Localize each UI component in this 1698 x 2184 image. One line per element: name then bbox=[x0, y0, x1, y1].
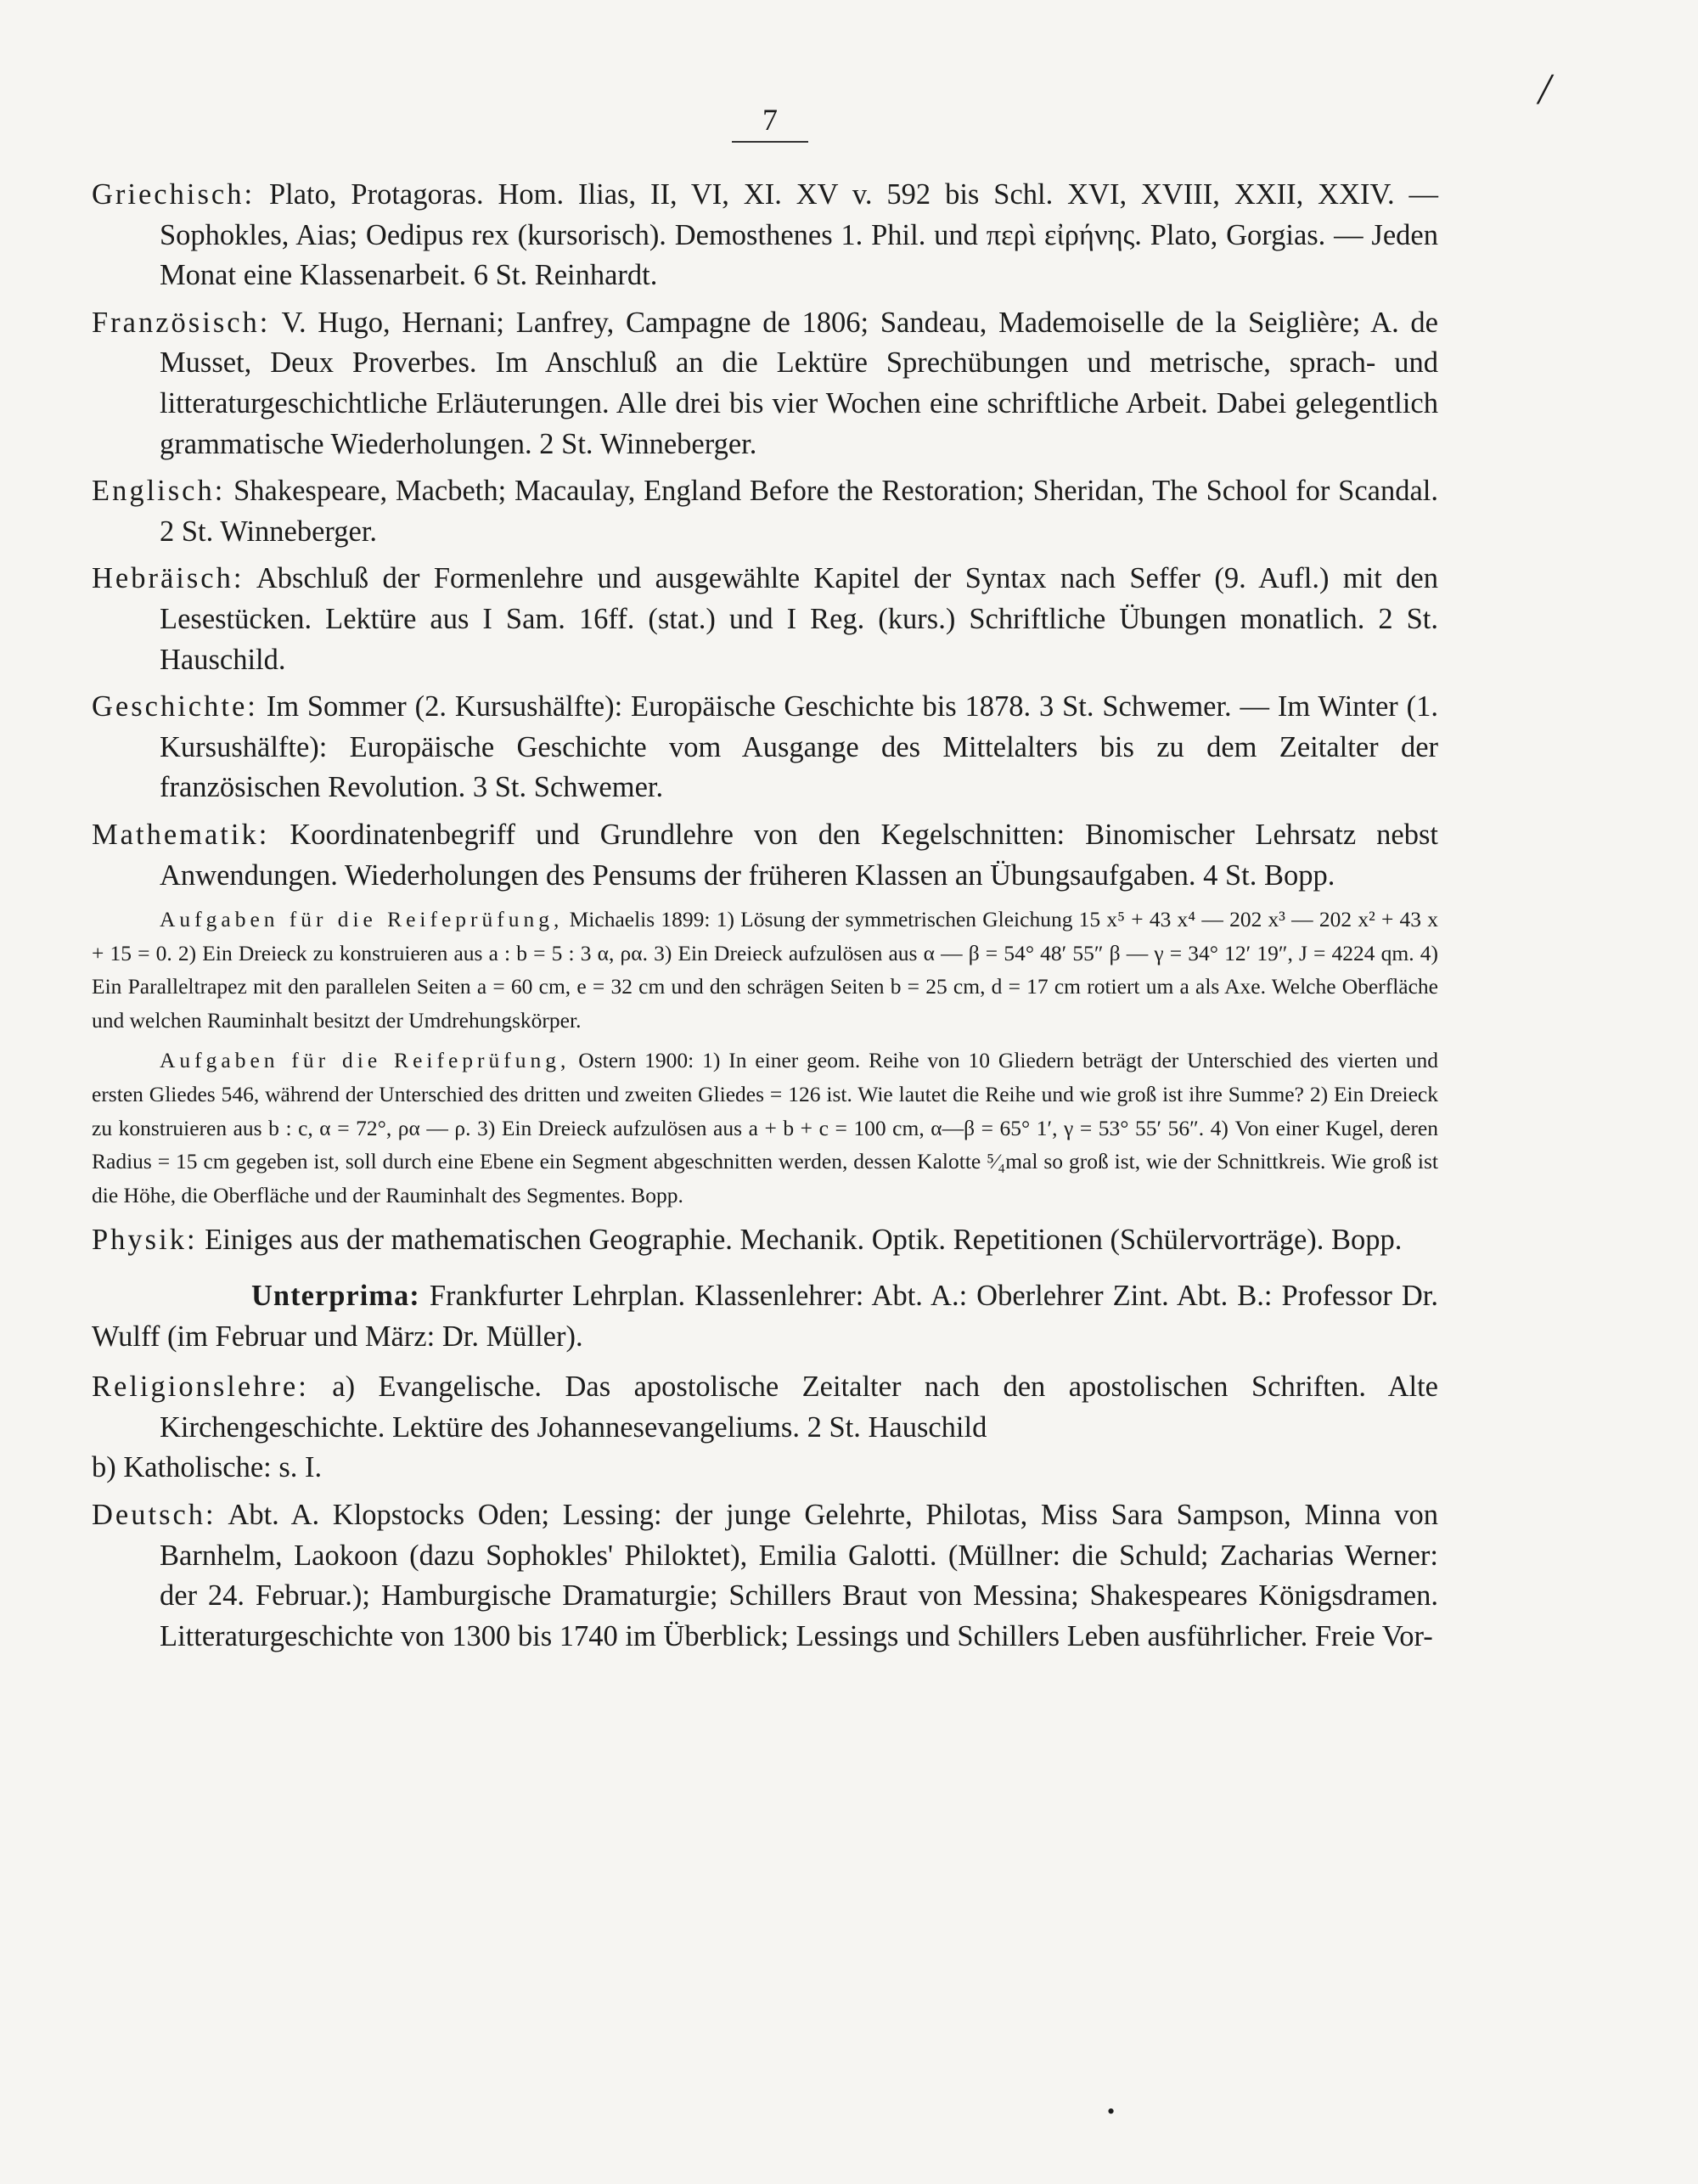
section-label: Französisch: bbox=[92, 306, 271, 339]
exam-tasks bbox=[92, 903, 1438, 1212]
section-hebraeisch bbox=[92, 559, 1438, 680]
section-text: Einiges aus der mathematischen Geographie. Mechanik. Optik. Repetitionen (Schülervorträge). Bopp. bbox=[205, 1224, 1403, 1257]
section-label: Geschichte: bbox=[92, 690, 258, 723]
class-title: Unterprima: bbox=[251, 1280, 420, 1313]
section-label: Mathematik: bbox=[92, 818, 270, 851]
section-deutsch bbox=[92, 1495, 1438, 1657]
section-geschichte bbox=[92, 687, 1438, 808]
stray-dot: • bbox=[1107, 2099, 1116, 2124]
class-text: Frankfurter Lehrplan. Klassenlehrer: Abt. A.: Oberlehrer Zint. Abt. B.: Professor Dr. Wulff (im Februar und März: Dr. Müller). bbox=[92, 1280, 1439, 1353]
section-text: V. Hugo, Hernani; Lanfrey, Campagne de 1806; Sandeau, Mademoiselle de la Seiglière; A. de Musset, Deux Proverbes. Im Anschluß an die Lektüre Sprechübungen und metrische, sprach- und litteraturgeschichtliche Erläuterungen. Alle drei bis vier Wochen eine schriftliche Arbeit. Dabei gelegentlich grammatische Wiederholungen. 2 St. Winneberger. bbox=[160, 306, 1438, 460]
section-text: Shakespeare, Macbeth; Macaulay, England Before the Restoration; Sheridan, The School for Scandal. 2 St. Winneberger. bbox=[160, 475, 1438, 548]
section-label: Religionslehre: bbox=[92, 1371, 309, 1404]
section-mathematik bbox=[92, 815, 1438, 896]
section-griechisch bbox=[92, 175, 1438, 296]
section-label: Deutsch: bbox=[92, 1499, 216, 1531]
section-label: Physik: bbox=[92, 1224, 198, 1257]
section-text: Abt. A. Klopstocks Oden; Lessing: der junge Gelehrte, Philotas, Miss Sara Sampson, Minna von Barnhelm, Laokoon (dazu Sophokles' Philoktet), Emilia Galotti. (Müllner: die Schuld; Zacharias Werner: der 24. Februar.); Hamburgische Dramaturgie; Schillers Braut von Messina; Shakespeares Königsdramen. Litteraturgeschichte von 1300 bis 1740 im Überblick; Lessings und Schillers Leben ausführlicher. Freie Vor- bbox=[160, 1499, 1438, 1652]
section-physik bbox=[92, 1220, 1438, 1261]
section-religionslehre bbox=[92, 1367, 1438, 1489]
page-body bbox=[92, 175, 1438, 1663]
exam-tasks-1900 bbox=[92, 1044, 1438, 1212]
class-unterprima bbox=[92, 1276, 1438, 1357]
section-label: Griechisch: bbox=[92, 178, 256, 211]
page-number: 7 bbox=[732, 102, 808, 143]
section-text: Abschluß der Formenlehre und ausgewählte Kapitel der Syntax nach Seffer (9. Aufl.) mit den Lesestücken. Lektüre aus I Sam. 16ff. (stat.) und I Reg. (kurs.) Schriftliche Übungen monatlich. 2 St. Hauschild. bbox=[160, 562, 1438, 676]
section-text: a) Evangelische. Das apostolische Zeitalter nach den apostolischen Schriften. Alte Kirchengeschichte. Lektüre des Johannesevangeliums. 2 St. Hauschild bbox=[160, 1371, 1438, 1444]
section-text: Im Sommer (2. Kursushälfte): Europäische Geschichte bis 1878. 3 St. Schwemer. — Im Winter (1. Kursushälfte): Europäische Geschichte vom Ausgange des Mittelalters bis zu dem Zeitalter der französischen Revolution. 3 St. Schwemer. bbox=[160, 690, 1439, 804]
exam-text: Michaelis 1899: 1) Lösung der symmetrischen Gleichung 15 x⁵ + 43 x⁴ — 202 x³ — 202 x² + 43 x + 15 = 0. 2) Ein Dreieck zu konstruieren aus a : b = 5 : 3 α, ρα. 3) Ein Dreieck aufzulösen aus α — β = 54° 48′ 55″ β — γ = 34° 12′ 19″, J = 4224 qm. 4) Ein Paralleltrapez mit den parallelen Seiten a = 60 cm, e = 32 cm und den schrägen Seiten b = 25 cm, d = 17 cm rotiert um a als Axe. Welche Oberfläche und welchen Rauminhalt besitzt der Umdrehungskörper. bbox=[92, 907, 1438, 1033]
exam-label: Aufgaben für die Reifeprüfung, bbox=[160, 907, 564, 932]
section-text-line2: b) Katholische: s. I. bbox=[92, 1451, 323, 1484]
exam-text: Ostern 1900: 1) In einer geom. Reihe von 10 Gliedern beträgt der Unterschied des vierten und ersten Gliedes 546, während der Unterschied des dritten und zweiten Gliedes = 126 ist. Wie lautet die Reihe und wie groß ist ihre Summe? 2) Ein Dreieck zu konstruieren aus b : c, α = 72°, ρα — ρ. 3) Ein Dreieck aufzulösen aus a + b + c = 100 cm, α—β = 65° 1′, γ = 53° 55′ 56″. 4) Von einer Kugel, deren Radius = 15 cm gegeben ist, soll durch eine Ebene ein Segment abgeschnitten werden, dessen Kalotte ⁵⁄₄mal so groß ist, wie der Schnittkreis. Wie groß ist die Höhe, die Oberfläche und der Rauminhalt des Segmentes. Bopp. bbox=[92, 1048, 1439, 1207]
section-label: Hebräisch: bbox=[92, 562, 245, 595]
section-franzoesisch bbox=[92, 303, 1438, 464]
section-englisch bbox=[92, 471, 1438, 552]
exam-label: Aufgaben für die Reifeprüfung, bbox=[160, 1048, 571, 1073]
section-text: Koordinatenbegriff und Grundlehre von den Kegelschnitten: Binomischer Lehrsatz nebst Anwendungen. Wiederholungen des Pensums der früheren Klassen an Übungsaufgaben. 4 St. Bopp. bbox=[160, 818, 1438, 892]
section-text: Plato, Protagoras. Hom. Ilias, II, VI, XI. XV v. 592 bis Schl. XVI, XVIII, XXII, XXIV. — Sophokles, Aias; Oedipus rex (kursorisch). Demosthenes 1. Phil. und περὶ εἰρήνης. Plato, Gorgias. — Jeden Monat eine Klassenarbeit. 6 St. Reinhardt. bbox=[160, 178, 1438, 292]
section-label: Englisch: bbox=[92, 475, 226, 508]
exam-tasks-1899 bbox=[92, 903, 1438, 1037]
stray-mark: / bbox=[1538, 65, 1551, 114]
